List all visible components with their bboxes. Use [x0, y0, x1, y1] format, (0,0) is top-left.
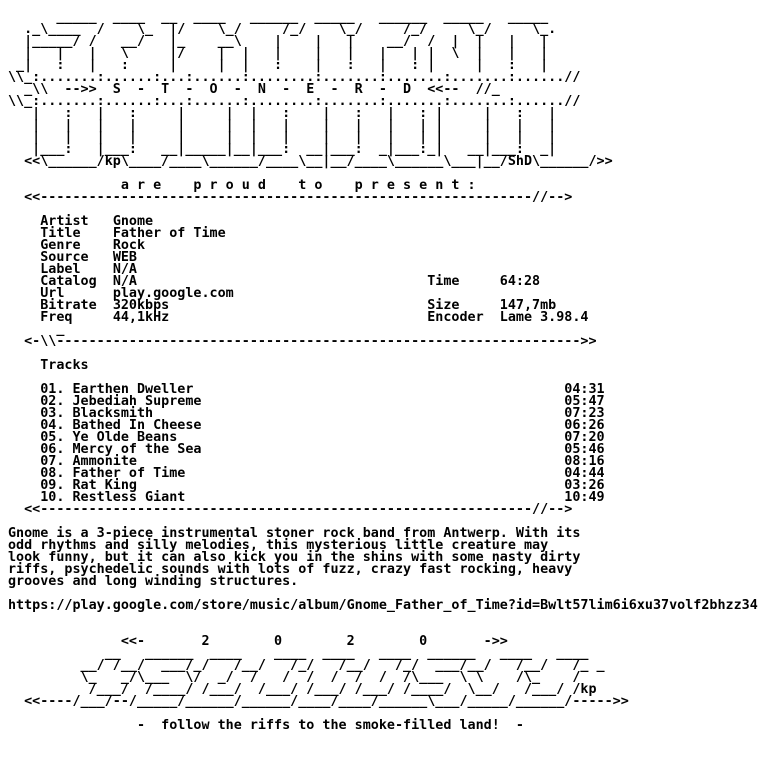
label-label: Label	[40, 262, 113, 277]
divider: <<-------------------------------------------------------------//-->	[8, 502, 573, 517]
track-title: Father of Time	[72, 466, 186, 481]
bitrate-label: Bitrate	[40, 298, 113, 313]
title-value: Father of Time	[112, 226, 226, 241]
track-title: Bathed In Cheese	[72, 418, 202, 433]
artist-signature: ShD	[507, 154, 533, 169]
track-length: 07:23	[564, 406, 605, 421]
track-length: 08:16	[564, 454, 605, 469]
url-value: play.google.com	[112, 286, 234, 301]
freq-label: Freq	[40, 310, 113, 325]
divider: <-\\----------------------------------------------------------------->>	[8, 334, 597, 349]
encoder-value: Lame 3.98.4	[499, 310, 589, 325]
track-number: 06.	[40, 442, 73, 457]
title-label: Title	[40, 226, 113, 241]
track-title: Jebediah Supreme	[72, 394, 202, 409]
logo-art: | : | : | | | : | : | : | | : |	[8, 106, 557, 121]
presents-text: a r e p r o u d t o p r e s e n t :	[120, 178, 476, 193]
size-value: 147,7mb	[499, 298, 557, 313]
genre-value: Rock	[112, 238, 146, 253]
track-number: 10.	[40, 490, 73, 505]
track-title: Rat King	[72, 478, 137, 493]
track-title: Restless Giant	[72, 490, 186, 505]
bitrate-value: 320kbps	[112, 298, 170, 313]
description-line	[8, 576, 758, 588]
track-title: Earthen Dweller	[72, 382, 194, 397]
freq-value: 44,1kHz	[112, 310, 170, 325]
footer-signature: kp	[580, 682, 597, 697]
track-title: Ye Olde Beans	[72, 430, 178, 445]
logo-art: |___: |___: __|_____|__|___: __|___: _|___:_| __|___: _|	[8, 142, 557, 157]
track-length: 06:26	[564, 418, 605, 433]
track-length: 04:31	[564, 382, 605, 397]
track-length: 07:20	[564, 430, 605, 445]
artist-value: Gnome	[112, 214, 154, 229]
time-label: Time	[427, 274, 500, 289]
track-length: 10:49	[564, 490, 605, 505]
track-number: 01.	[40, 382, 73, 397]
description-text: grooves and long winding structures.	[8, 574, 299, 589]
footer-art: /___/ /____/ /___/ /___/ /___/ /___/ /____/ \__/ /___/ /kp	[8, 682, 597, 697]
track-number: 03.	[40, 406, 73, 421]
footer-art: __/ /__/ ___/_/ /__/ /_/ /__/ /_/ ___/__/ /__/ /_ _	[8, 658, 605, 673]
track-length: 05:47	[564, 394, 605, 409]
spacer	[8, 348, 758, 360]
logo-art: | | | | | | | | | | | | | | | |	[8, 130, 557, 145]
catalog-value: N/A	[112, 274, 137, 289]
source-value: WEB	[112, 250, 137, 265]
divider: <<-------------------------------------------------------------//-->	[8, 190, 573, 205]
track-title: Blacksmith	[72, 406, 154, 421]
nfo-value	[169, 310, 427, 325]
track-number: 09.	[40, 478, 73, 493]
logo-art: | | | \ |/ | | | | | | | | \ | | |	[8, 46, 549, 61]
footer-art: \_ _/\___ \/ _/ / / / / / / /\___ \ \ /\_ /	[8, 670, 581, 685]
logo-art: _____ ____ __ ____ ______ _____ ______ _____ _____	[8, 10, 549, 25]
tracks-heading-line	[8, 360, 758, 372]
track-length: 04:44	[564, 466, 605, 481]
info-freq	[8, 312, 758, 324]
divider-art: _	[8, 322, 65, 337]
catalog-label: Catalog	[40, 274, 113, 289]
track-number: 02.	[40, 394, 73, 409]
url-label: Url	[40, 286, 113, 301]
label-value: N/A	[112, 262, 137, 277]
source-label: Source	[40, 250, 113, 265]
logo-art: <<\______/kp\____/____\______/____\__|__/____\______\___|__/ShD\______/>>	[8, 154, 613, 169]
track-title: Mercy of the Sea	[72, 442, 202, 457]
footer-art: <<----/___/--/_____/______/______/____/____/______\___/_____/______/----->>	[8, 694, 629, 709]
footer-art: __ ______ ____ ____ ____ ____ ______ ____ ____	[8, 646, 589, 661]
store-url: https://play.google.com/store/music/album/Gnome_Father_of_Time?id=Bwlt57lim6i6xu37volf2bhzz34	[8, 598, 758, 613]
nfo-text	[8, 12, 758, 732]
logo-art: _| : | : | | | : | : | : | | : |	[8, 58, 549, 73]
spacer	[8, 612, 758, 624]
track-title: Ammonite	[72, 454, 137, 469]
description-text: look funny, but it can also kick you in the shins with some nasty dirty	[8, 550, 581, 565]
encoder-label: Encoder	[427, 310, 500, 325]
description-text: riffs, psychedelic sounds with lots of fuzz, crazy fast rocking, heavy	[8, 562, 573, 577]
url-line	[8, 600, 758, 612]
footer-tagline: - follow the riffs to the smoke-filled land! -	[137, 718, 524, 733]
footer-tagline-line	[8, 720, 758, 732]
logo-art: \\_:.......:......:...:......:........:.......:.......:.......:......//	[8, 70, 581, 85]
stoner-banner: _\\ -->> S - T - O - N - E - R - D <<-- //_	[8, 82, 500, 97]
artist-label: Artist	[40, 214, 113, 229]
genre-label: Genre	[40, 238, 113, 253]
logo-art: |_____/ / __/ |_ __\ | | | __/ / | | | |	[8, 34, 549, 49]
time-value: 64:28	[499, 274, 541, 289]
year-banner: <<- 2 0 2 0 ->>	[120, 634, 508, 649]
track-number: 07.	[40, 454, 73, 469]
description-text: Gnome is a 3-piece instrumental stoner rock band from Antwerp. With its	[8, 526, 581, 541]
description-text: odd rhythms and silly melodies, this mysterious little creature may	[8, 538, 549, 553]
size-label: Size	[427, 298, 500, 313]
tracks-heading: Tracks	[40, 358, 89, 373]
track-number: 04.	[40, 418, 73, 433]
track-length: 05:46	[564, 442, 605, 457]
track-length: 03:26	[564, 478, 605, 493]
track-number: 05.	[40, 430, 73, 445]
group-signature: kp	[104, 154, 121, 169]
track-number: 08.	[40, 466, 73, 481]
logo-art: | | | | | | | | | | | | | | | |	[8, 118, 557, 133]
logo-art: \\_:.......:......:...:......:........:.......:.......:.......:......//	[8, 94, 581, 109]
logo-art: ._\____ / \_ |/ \_/ /_/ \_/ /_/ \_/ \_.	[8, 22, 557, 37]
